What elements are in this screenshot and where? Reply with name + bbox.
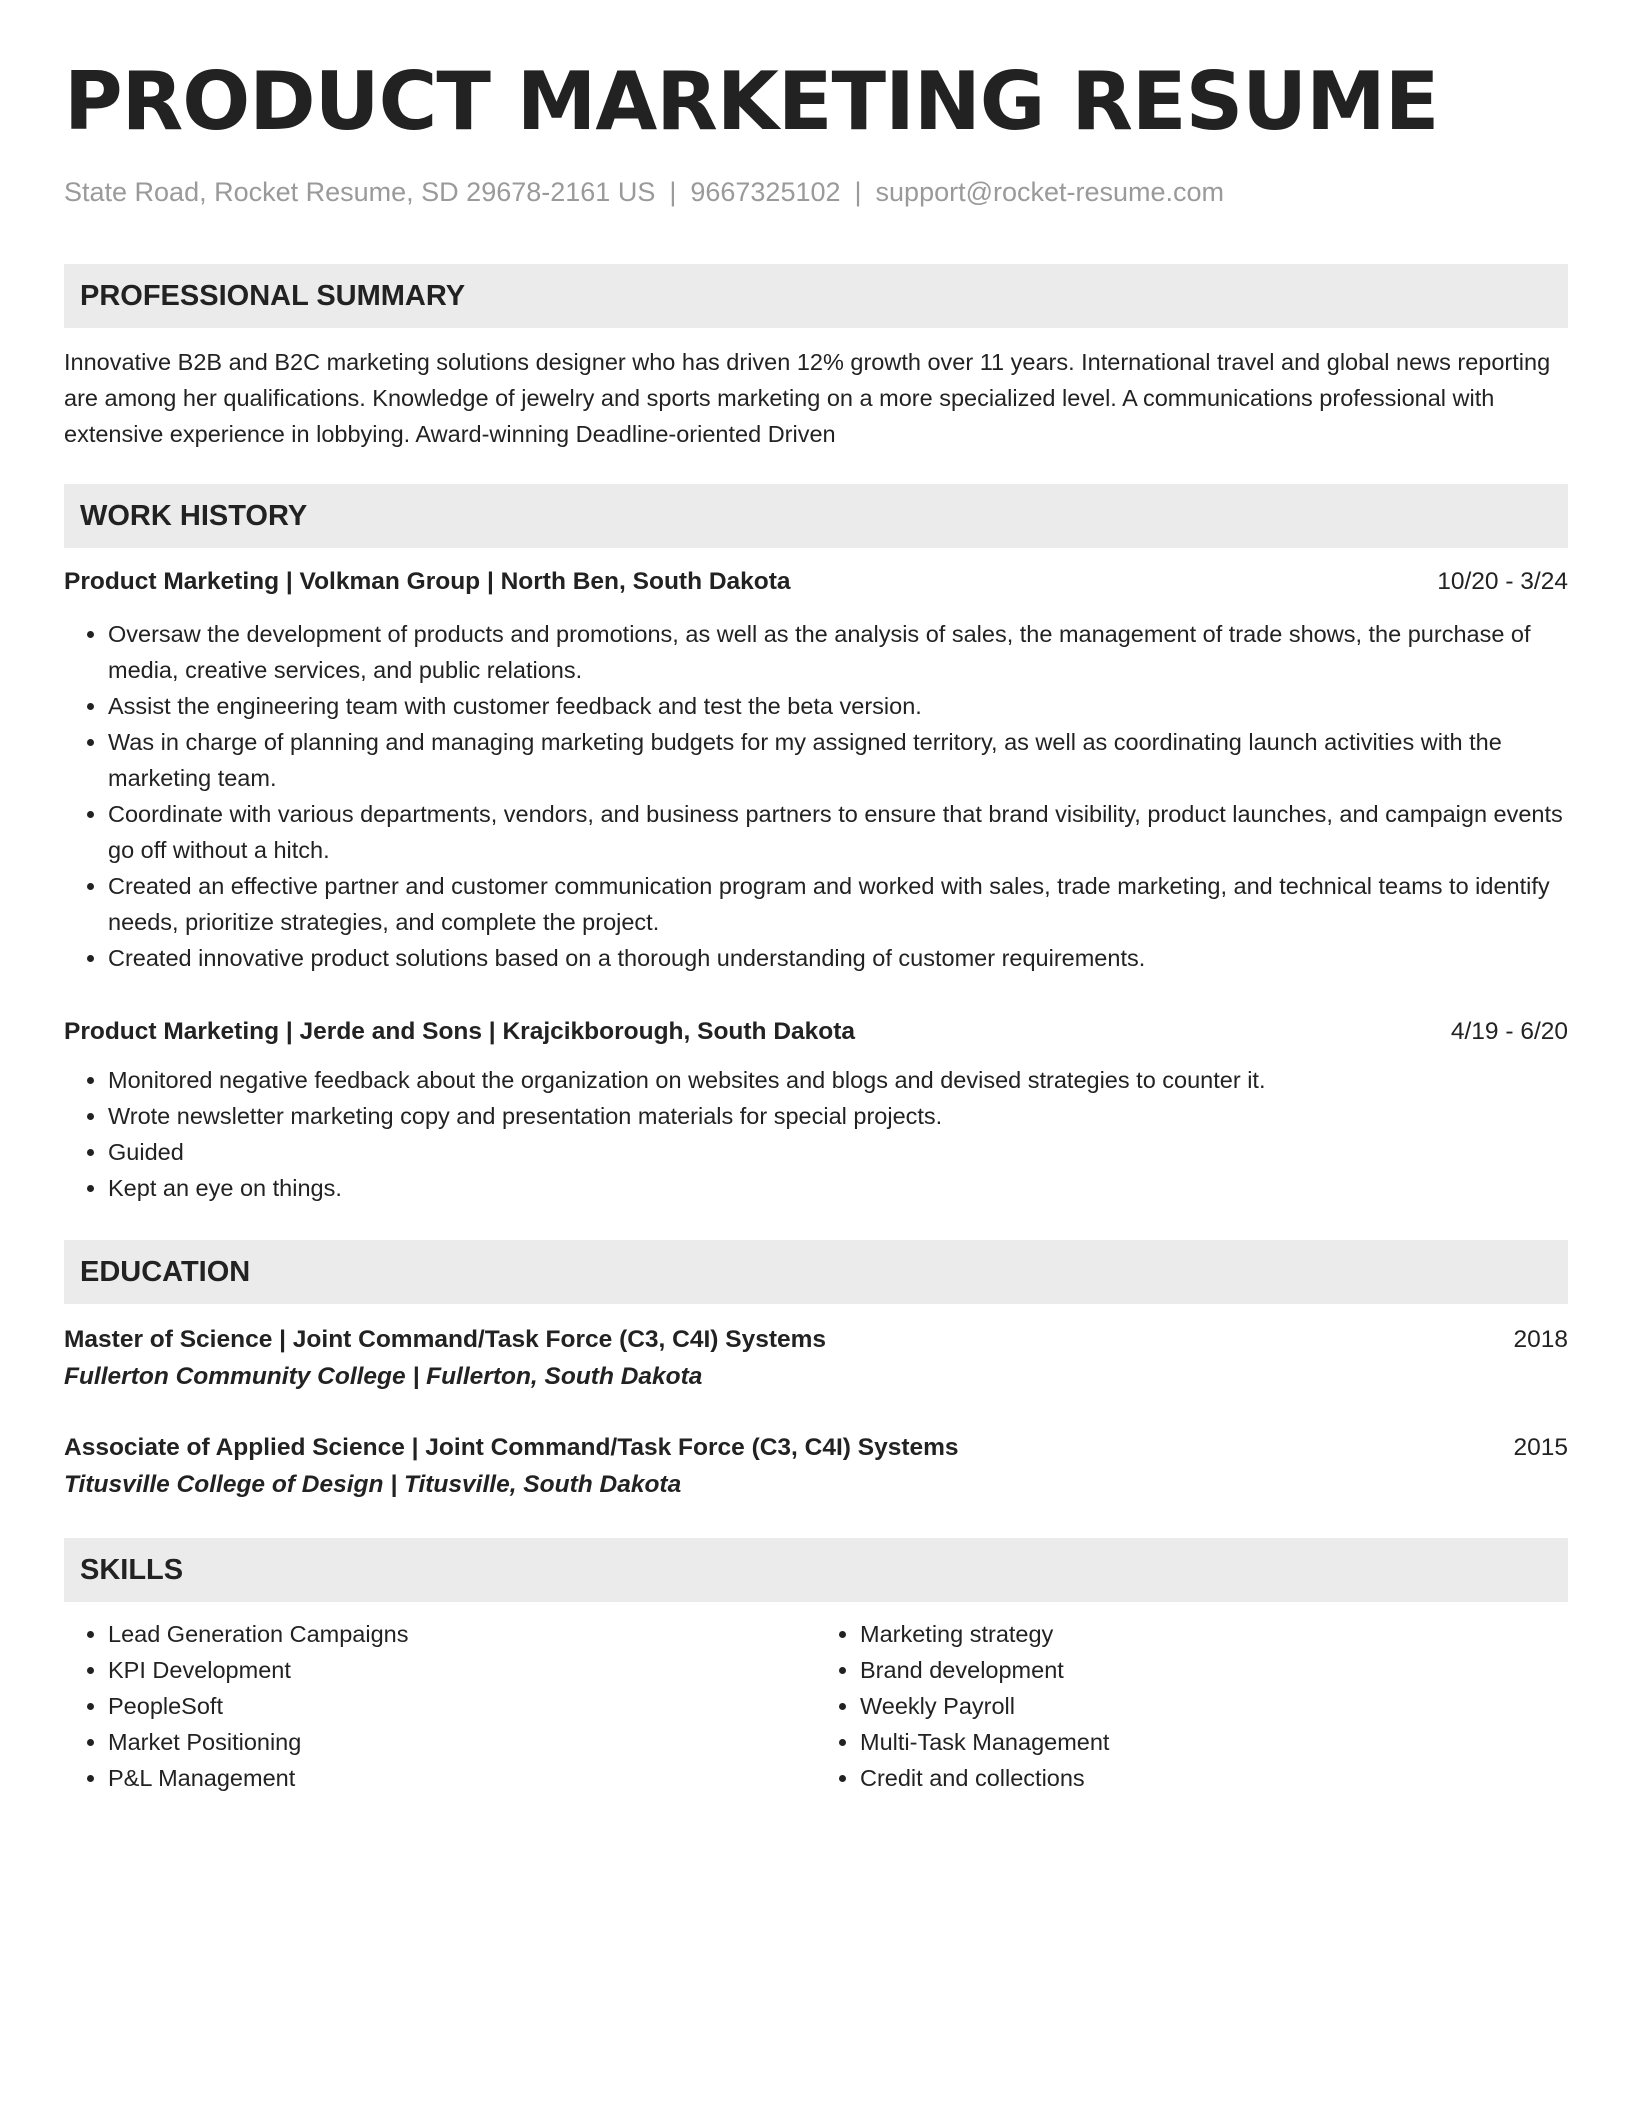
education-degree: Associate of Applied Science | Joint Command/Task Force (C3, C4I) Systems <box>64 1434 959 1461</box>
skills-columns <box>64 1616 1568 1796</box>
summary-text: Innovative B2B and B2C marketing solutions designer who has driven 12% growth over 11 years. International travel and global news reporting are among her qualifications. Knowledge of jewelry and sports marketing on a more specialized level. A communications professional with extensive experience in lobbying. Award-winning Deadline-oriented Driven <box>64 349 1551 447</box>
education-school: Titusville College of Design | Titusville, South Dakota <box>64 1471 682 1498</box>
job-title: Product Marketing | Volkman Group | North Ben, South Dakota <box>64 568 791 595</box>
contact-separator: | <box>669 177 677 207</box>
education-degree: Master of Science | Joint Command/Task Force (C3, C4I) Systems <box>64 1326 827 1353</box>
skill-item: • Weekly Payroll <box>860 1688 1568 1724</box>
skill-item: • Market Positioning <box>108 1724 816 1760</box>
skill-item: • PeopleSoft <box>108 1688 816 1724</box>
resume-title: PRODUCT MARKETING RESUME <box>64 55 1439 148</box>
education-entry-header <box>64 1430 1568 1466</box>
education-entry-header <box>64 1322 1568 1358</box>
section-heading-work-history: WORK HISTORY <box>64 484 1568 548</box>
job-bullet: • Kept an eye on things. <box>108 1170 1568 1206</box>
education-year: 2018 <box>1513 1326 1568 1353</box>
job-dates: 4/19 - 6/20 <box>1450 1018 1568 1045</box>
job-header <box>64 564 1568 600</box>
job-bullet: • Coordinate with various departments, vendors, and business partners to ensure that brand visibility, product launches, and campaign events go off without a hitch. <box>108 796 1568 868</box>
education-year: 2015 <box>1513 1434 1568 1461</box>
skill-item: • P&L Management <box>108 1760 816 1796</box>
job-bullet: • Monitored negative feedback about the organization on websites and blogs and devised strategies to counter it. <box>108 1062 1568 1098</box>
skill-item: • Credit and collections <box>860 1760 1568 1796</box>
skills-column-left <box>64 1616 816 1796</box>
contact-email: support@rocket-resume.com <box>875 177 1225 207</box>
contact-address: State Road, Rocket Resume, SD 29678-2161 US <box>64 177 656 207</box>
job-title: Product Marketing | Jerde and Sons | Krajcikborough, South Dakota <box>64 1018 856 1045</box>
job-bullets <box>64 1062 1568 1206</box>
education-school: Fullerton Community College | Fullerton, South Dakota <box>64 1363 703 1390</box>
contact-separator: | <box>854 177 862 207</box>
skill-item: • Marketing strategy <box>860 1616 1568 1652</box>
skill-item: • Lead Generation Campaigns <box>108 1616 816 1652</box>
skills-column-right <box>816 1616 1568 1796</box>
section-heading-skills: SKILLS <box>64 1538 1568 1602</box>
contact-phone: 9667325102 <box>690 177 841 207</box>
job-bullet: • Oversaw the development of products and promotions, as well as the analysis of sales, the management of trade shows, the purchase of media, creative services, and public relations. <box>108 616 1568 688</box>
section-heading-education: EDUCATION <box>64 1240 1568 1304</box>
skill-item: • Brand development <box>860 1652 1568 1688</box>
job-bullet: • Guided <box>108 1134 1568 1170</box>
job-bullet: • Was in charge of planning and managing marketing budgets for my assigned territory, as well as coordinating launch activities with the marketing team. <box>108 724 1568 796</box>
job-bullets <box>64 616 1568 976</box>
skills-list <box>816 1616 1568 1796</box>
job-header <box>64 1014 1568 1050</box>
skill-item: • Multi-Task Management <box>860 1724 1568 1760</box>
job-bullet: • Created innovative product solutions based on a thorough understanding of customer requirements. <box>108 940 1568 976</box>
section-heading-summary: PROFESSIONAL SUMMARY <box>64 264 1568 328</box>
skill-item: • KPI Development <box>108 1652 816 1688</box>
job-dates: 10/20 - 3/24 <box>1437 568 1568 595</box>
job-bullet: • Wrote newsletter marketing copy and presentation materials for special projects. <box>108 1098 1568 1134</box>
job-bullet: • Created an effective partner and customer communication program and worked with sales, trade marketing, and technical teams to identify needs, prioritize strategies, and complete the project. <box>108 868 1568 940</box>
skills-list <box>64 1616 816 1796</box>
contact-line <box>64 174 1568 210</box>
job-bullet: • Assist the engineering team with customer feedback and test the beta version. <box>108 688 1568 724</box>
